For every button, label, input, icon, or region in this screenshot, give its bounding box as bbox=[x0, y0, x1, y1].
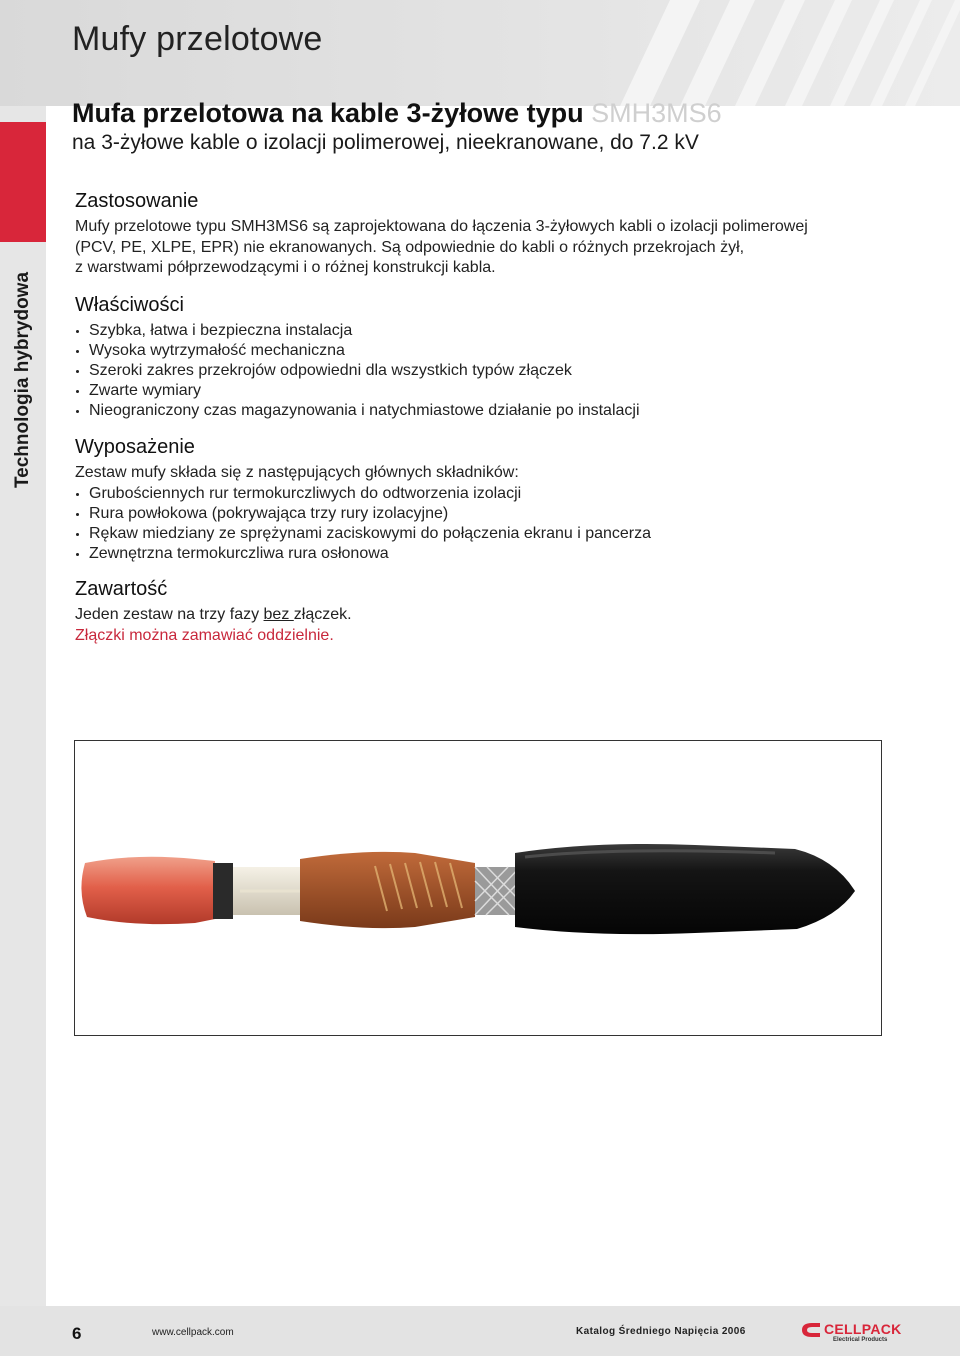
list-item-text: Rura powłokowa (pokrywająca trzy rury izolacyjne) bbox=[89, 504, 449, 522]
bullet-icon bbox=[76, 410, 79, 413]
bullet-icon bbox=[76, 350, 79, 353]
paragraph-line: Mufy przelotowe typu SMH3MS6 są zaprojektowana do łączenia 3-żyłowych kabli o izolacji polimerowej bbox=[75, 218, 808, 235]
contents-note: Złączki można zamawiać oddzielnie. bbox=[75, 626, 334, 644]
list-item bbox=[75, 524, 905, 544]
paragraph-line: (PCV, PE, XLPE, EPR) nie ekranowanych. Są odpowiednie do kabli o różnych przekrojach żył, bbox=[75, 238, 745, 256]
page-number: 6 bbox=[72, 1324, 82, 1343]
contents-underlined: bez bbox=[263, 606, 294, 623]
bullet-icon bbox=[76, 513, 79, 516]
product-subtitle: na 3-żyłowe kable o izolacji polimerowej, nieekranowane, do 7.2 kV bbox=[72, 131, 699, 154]
list-item bbox=[75, 401, 905, 421]
list-item bbox=[75, 544, 905, 564]
section-zawartosc bbox=[75, 578, 905, 646]
header-stripes bbox=[560, 0, 960, 106]
bullet-icon bbox=[76, 493, 79, 496]
contents-text-end: złączek. bbox=[293, 606, 352, 623]
section-wyposazenie bbox=[75, 436, 905, 564]
product-code: SMH3MS6 bbox=[591, 98, 722, 128]
logo-mark-icon bbox=[800, 1322, 824, 1338]
section-heading: Wyposażenie bbox=[75, 436, 195, 458]
header-band bbox=[0, 0, 960, 106]
list-item-text: Zwarte wymiary bbox=[89, 382, 202, 399]
bullet-list bbox=[75, 484, 905, 564]
paragraph-line: z warstwami półprzewodzącymi i o różnej konstrukcji kabla. bbox=[75, 259, 496, 276]
bullet-icon bbox=[76, 553, 79, 556]
section-wlasciwosci bbox=[75, 294, 905, 421]
list-item bbox=[75, 484, 905, 504]
footer-url[interactable]: www.cellpack.com bbox=[152, 1327, 234, 1338]
list-item bbox=[75, 361, 905, 381]
product-title bbox=[72, 98, 722, 129]
sidebar-accent bbox=[0, 122, 46, 242]
sidebar-label: Technologia hybrydowa bbox=[12, 271, 33, 489]
bullet-icon bbox=[76, 330, 79, 333]
list-item-text: Wysoka wytrzymałość mechaniczna bbox=[89, 342, 345, 359]
contents-text: Jeden zestaw na trzy fazy bbox=[75, 606, 264, 623]
bullet-icon bbox=[76, 533, 79, 536]
list-item bbox=[75, 321, 905, 341]
bullet-list bbox=[75, 321, 905, 421]
list-item-text: Grubościennych rur termokurczliwych do odtworzenia izolacji bbox=[89, 484, 522, 502]
cellpack-logo bbox=[800, 1321, 902, 1347]
footer-catalog: Katalog Średniego Napięcia 2006 bbox=[576, 1326, 746, 1337]
logo-subtext: Electrical Products bbox=[833, 1337, 888, 1343]
section-heading: Właściwości bbox=[75, 294, 184, 316]
section-heading: Zastosowanie bbox=[75, 190, 199, 212]
list-item bbox=[75, 381, 905, 401]
list-item-text: Szybka, łatwa i bezpieczna instalacja bbox=[89, 322, 353, 339]
list-item-text: Zewnętrzna termokurczliwa rura osłonowa bbox=[89, 544, 389, 562]
section-zastosowanie bbox=[75, 190, 905, 279]
contents-line bbox=[75, 605, 905, 626]
product-photo bbox=[74, 740, 882, 1036]
product-title-main: Mufa przelotowa na kable 3-żyłowe typu bbox=[72, 98, 592, 128]
list-item-text: Nieograniczony czas magazynowania i natychmiastowe działanie po instalacji bbox=[89, 402, 640, 419]
cable-joint-illustration bbox=[75, 741, 880, 1034]
list-item-text: Szeroki zakres przekrojów odpowiedni dla wszystkich typów złączek bbox=[89, 362, 572, 379]
section-intro: Zestaw mufy składa się z następujących głównych składników: bbox=[75, 464, 519, 481]
bullet-icon bbox=[76, 370, 79, 373]
list-item bbox=[75, 504, 905, 524]
list-item bbox=[75, 341, 905, 361]
bullet-icon bbox=[76, 390, 79, 393]
list-item-text: Rękaw miedziany ze sprężynami zaciskowymi do połączenia ekranu i pancerza bbox=[89, 524, 652, 542]
logo-text: CELLPACK bbox=[824, 1321, 902, 1337]
page-title: Mufy przelotowe bbox=[72, 20, 323, 58]
section-heading: Zawartość bbox=[75, 578, 168, 600]
